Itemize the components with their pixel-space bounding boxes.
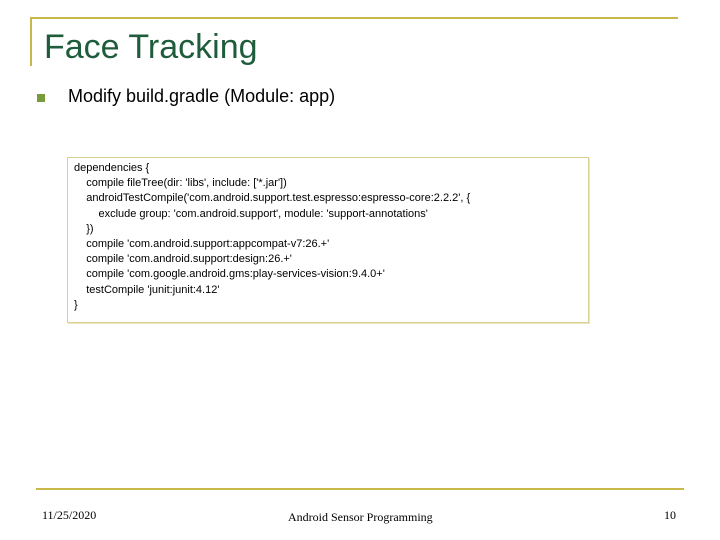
bullet-text: Modify build.gradle (Module: app) — [68, 86, 336, 106]
code-line: compile 'com.android.support:design:26.+' — [74, 253, 292, 266]
code-line: compile fileTree(dir: 'libs', include: ['*.jar']) — [74, 177, 287, 190]
code-line: testCompile 'junit:junit:4.12' — [74, 283, 220, 296]
footer-page-number: 10 — [664, 508, 676, 522]
code-line: } — [74, 298, 78, 311]
code-box — [67, 157, 589, 323]
code-line: compile 'com.google.android.gms:play-services-vision:9.4.0+' — [74, 268, 385, 281]
code-line: androidTestCompile('com.android.support.test.espresso:espresso-core:2.2.2', { — [74, 192, 471, 205]
code-line: exclude group: 'com.android.support', module: 'support-annotations' — [74, 207, 428, 220]
footer-date: 11/25/2020 — [42, 508, 97, 522]
bullet-item — [37, 86, 335, 107]
title-frame-left-line — [30, 17, 32, 66]
code-line: compile 'com.android.support:appcompat-v7:26.+' — [74, 238, 330, 251]
title-frame-top-line — [30, 17, 678, 19]
footer-divider — [36, 488, 684, 490]
footer-course-title: Android Sensor Programming — [288, 510, 433, 524]
slide-title: Face Tracking — [44, 28, 258, 66]
square-bullet-icon — [37, 94, 45, 102]
code-line: dependencies { — [74, 162, 150, 174]
code-line: }) — [74, 222, 94, 235]
